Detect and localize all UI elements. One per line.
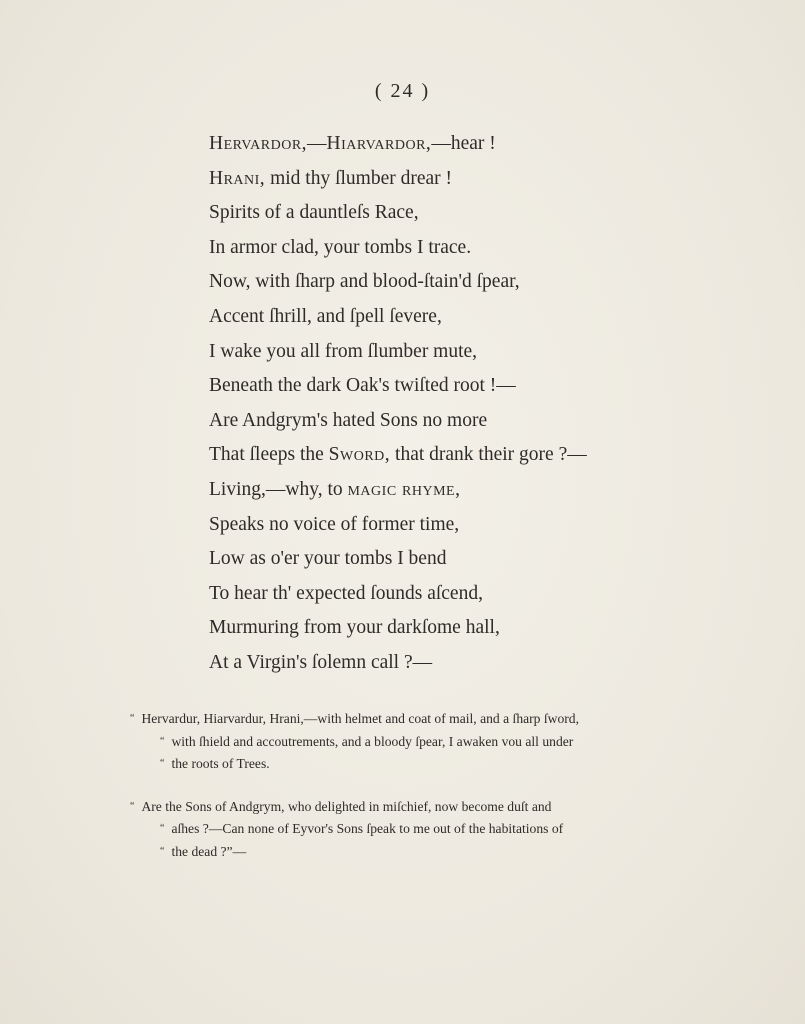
quote-mark: “ <box>130 800 136 812</box>
footnote-text: the roots of Trees. <box>171 756 270 771</box>
poem-name-hrani: Hrani, <box>209 167 266 189</box>
poem <box>209 127 669 681</box>
poem-line-1 <box>209 127 669 162</box>
poem-line-11 <box>209 473 669 508</box>
footnote-1 <box>130 708 675 776</box>
poem-line-14: To hear th' expected ſounds aſcend, <box>209 582 483 604</box>
footnotes <box>130 708 675 883</box>
poem-line-4: In armor clad, your tombs I trace. <box>209 236 472 258</box>
poem-line-1-end: —hear ! <box>431 133 496 154</box>
poem-dash: — <box>307 133 327 154</box>
footnote-line <box>130 818 675 841</box>
poem-line-10-post: that drank their gore ?— <box>390 444 587 466</box>
poem-line-5: Now, with ſharp and blood-ſtain'd ſpear, <box>209 271 520 293</box>
footnote-line <box>130 753 675 776</box>
quote-mark: “ <box>160 758 166 769</box>
poem-line-13: Low as o'er your tombs I bend <box>209 548 447 570</box>
poem-phrase-magic-rhyme: magic rhyme, <box>347 478 461 500</box>
quote-mark: “ <box>160 845 166 857</box>
footnote-line <box>130 841 675 864</box>
footnote-text: aſhes ?—Can none of Eyvor's Sons ſpeak to me out of the habitations of <box>171 821 564 836</box>
poem-line-16: At a Virgin's ſolemn call ?— <box>209 651 433 673</box>
footnote-2 <box>130 796 675 864</box>
poem-name-hiarvardor: Hiarvardor, <box>326 133 432 154</box>
footnote-line <box>130 708 675 731</box>
poem-line-9: Are Andgrym's hated Sons no more <box>209 409 488 431</box>
poem-line-2 <box>209 162 669 197</box>
quote-mark: “ <box>160 823 166 834</box>
quote-mark: “ <box>130 713 136 724</box>
poem-line-8: Beneath the dark Oak's twiſted root !— <box>209 375 516 397</box>
poem-line-10-pre: That ſleeps the <box>209 444 329 466</box>
poem-line-3: Spirits of a dauntleſs Race, <box>209 202 419 224</box>
footnote-text: Hervardur, Hiarvardur, Hrani,—with helmet and coat of mail, and a ſharp ſword, <box>141 711 579 726</box>
poem-line-10 <box>209 438 669 473</box>
poem-word-sword: Sword, <box>328 444 391 466</box>
poem-line-6: Accent ſhrill, and ſpell ſevere, <box>209 305 442 327</box>
poem-line-11-pre: Living,—why, to <box>209 478 348 500</box>
poem-line-7: I wake you all from ſlumber mute, <box>209 340 478 362</box>
quote-mark: “ <box>160 735 166 747</box>
footnote-text: with ſhield and accoutrements, and a bloody ſpear, I awaken vou all under <box>171 733 574 749</box>
poem-line-12: Speaks no voice of former time, <box>209 513 460 535</box>
footnote-text: the dead ?”— <box>171 843 247 859</box>
poem-name-hervardor: Hervardor, <box>209 133 308 154</box>
poem-line-15: Murmuring from your darkſome hall, <box>209 617 500 639</box>
footnote-line <box>130 796 675 819</box>
page-number: ( 24 ) <box>374 80 431 102</box>
poem-line-2-rest: mid thy ſlumber drear ! <box>265 167 453 189</box>
footnote-line <box>130 731 675 754</box>
footnote-text: Are the Sons of Andgrym, who delighted in miſchief, now become duſt and <box>141 798 552 814</box>
